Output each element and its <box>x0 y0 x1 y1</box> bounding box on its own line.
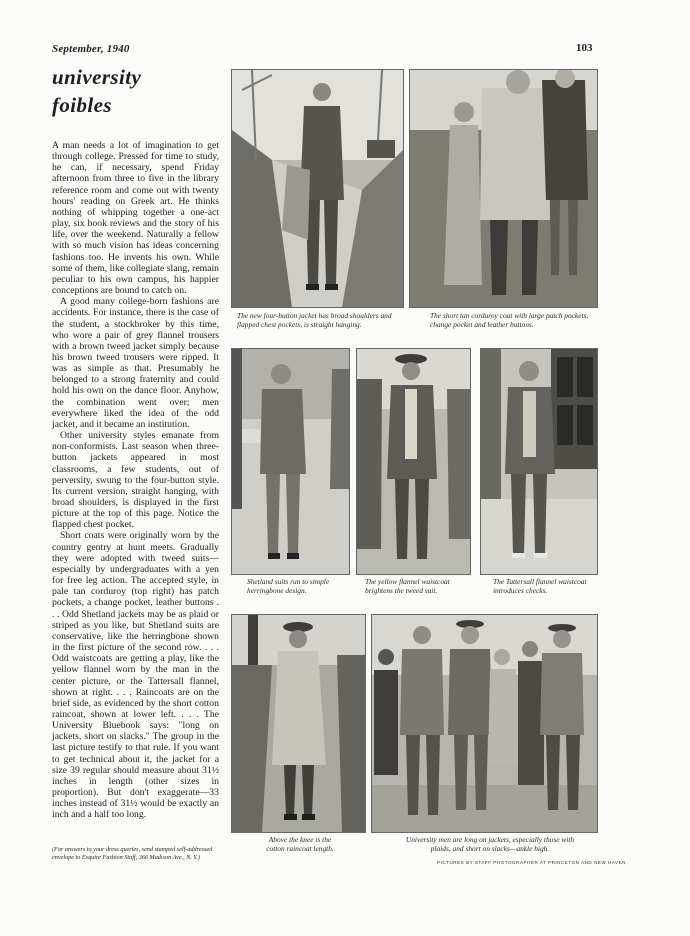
photo-tattersall-waistcoat <box>480 348 598 575</box>
page-number: 103 <box>576 42 593 54</box>
photo-corduroy-coat-image <box>410 70 597 307</box>
article-paragraph: A good many college-born fashions are accidents. For instance, there is the case of the student, a stockbroker by this time, who wore a pair of grey flannel trousers with a brown tweed jacket simply because his brown tweed trousers were ripped. It was as simple as that. Presumably he belonged to a strong fraternity and could hold his own on the dance floor. Anyhow, the combination went over; men everywhere liked the idea of the odd jacket, and it became an institution. <box>52 296 219 430</box>
photo-cotton-raincoat-image <box>232 615 365 832</box>
article-footnote: (For answers to your dress queries, send stamped self-addressed envelope to Esquire Fashion Staff, 366 Madison Ave., N. Y.) <box>52 846 213 861</box>
photo-university-men-group-image <box>372 615 597 832</box>
caption-yellow-waistcoat: The yellow flannel waistcoat brightens the tweed suit. <box>365 577 450 595</box>
article-paragraph: A man needs a lot of imagination to get through college. Pressed for time to study, he can, if necessary, spend Friday afternoon from three to five in the library reference room and come out with twenty hours' reading on Greek art. He thinks nothing of whipping together a one-act play, six book reviews and the story of his life, over the weekend. Naturally a fellow with so much vision has ideas concerning fashions too. He invents his own. While some of them, like collegiate slang, remain peculiar to his own campus, his happier conceptions are bound to catch on. <box>52 140 219 297</box>
photo-corduroy-coat <box>409 69 598 308</box>
photo-tattersall-waistcoat-image <box>481 349 597 574</box>
photo-shetland-suit <box>231 348 350 575</box>
photo-four-button-jacket-image <box>232 70 403 307</box>
photo-yellow-waistcoat <box>356 348 471 575</box>
title-line-1: university <box>52 65 142 89</box>
caption-cotton-raincoat: Above the knee is the cotton raincoat length. <box>266 835 334 853</box>
article-paragraph: Short coats were originally worn by the country gentry at hunt meets. Gradually they were adopted with tweed suits—especially by undergraduates with a yen for free leg action. The accepted style, in pale tan corduroy (top right) has patch pockets, a change pocket, leather buttons . . . Odd Shetland jackets may be as plaid or striped as you like, but Shetland suits are conservative, like the herringbone shown in the first picture of the second row. . . . Odd waistcoats are getting a play, like the yellow flannel worn by the man in the center picture, or the Tattersall flannel, shown at right. . . . Raincoats are on the brief side, as evidenced by the short cotton raincoat, shown at lower left. . . . The University Bluebook says: "long on jackets, short on slacks." The group in the last picture testify to that rule. If you want to get technical about it, the jacket for a size 39 regular should measure about 31½ inches in length (other sizes in proportion). But don't exaggerate—33 inches instead of 31½ would be exactly an inch and a half too long. <box>52 530 219 821</box>
article-paragraph: Other university styles emanate from non-conformists. Last season when three-button jackets appeared in most classrooms, a few students, out of perversity, swung to the four-button style. Its current version, straight hanging, with broad shoulders, is displayed in the first picture at the top of this page. Notice the flapped chest pocket. <box>52 430 219 531</box>
article-title <box>52 63 222 119</box>
article-body <box>52 140 219 821</box>
caption-university-men-group: University men are long on jackets, especially those with plaids, and short on slacks—ankle high. <box>405 835 575 853</box>
photo-credit: PICTURES BY STAFF PHOTOGRAPHER AT PRINCETON AND NEW HAVEN <box>437 860 626 865</box>
caption-tattersall-waistcoat: The Tattersall flannel waistcoat introduces checks. <box>493 577 587 595</box>
photo-shetland-suit-image <box>232 349 349 574</box>
photo-four-button-jacket <box>231 69 404 308</box>
photo-yellow-waistcoat-image <box>357 349 470 574</box>
caption-corduroy-coat: The short tan corduroy coat with large patch pockets, change pocket and leather buttons. <box>430 311 589 329</box>
photo-university-men-group <box>371 614 598 833</box>
title-line-2: foibles <box>52 93 112 117</box>
caption-four-button-jacket: The new four-button jacket has broad shoulders and flapped chest pockets, is straight hanging. <box>237 311 392 329</box>
issue-date: September, 1940 <box>52 43 130 55</box>
photo-cotton-raincoat <box>231 614 366 833</box>
caption-shetland-suit: Shetland suits run to simple herringbone design. <box>247 577 330 595</box>
